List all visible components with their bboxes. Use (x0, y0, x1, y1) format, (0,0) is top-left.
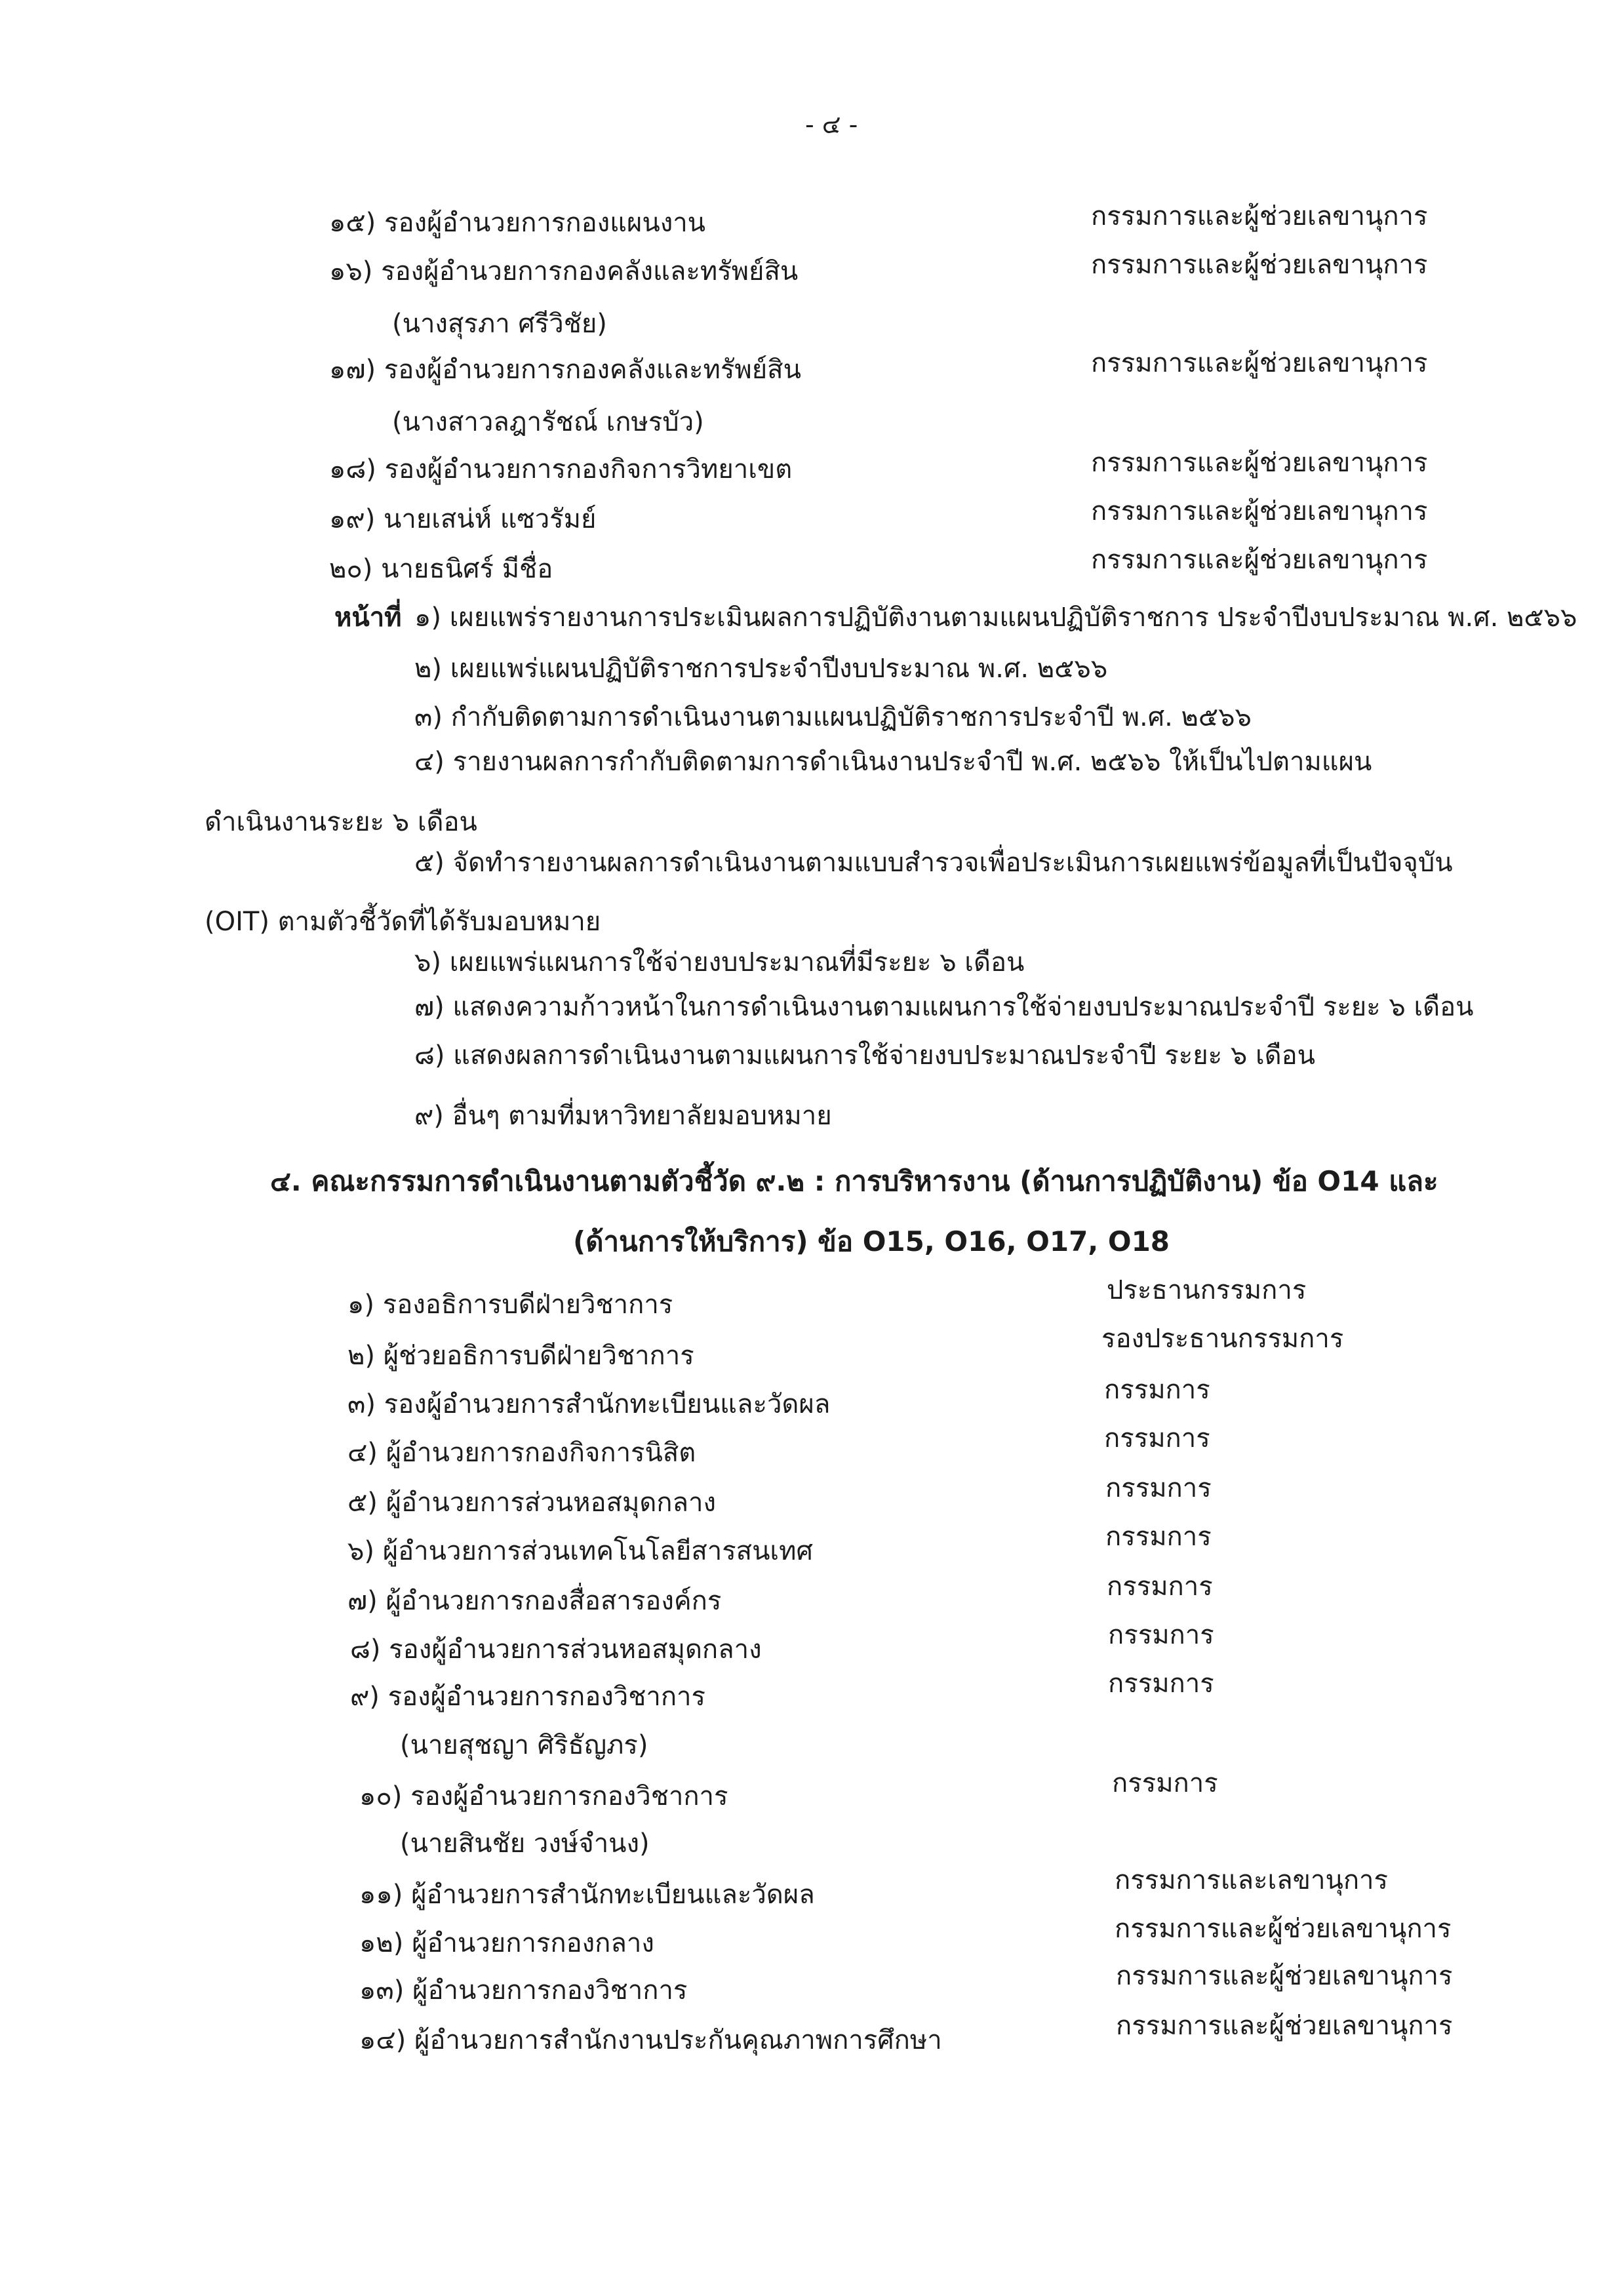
member-name: ๑๘) รองผู้อำนวยการกองกิจการวิทยาเขต (329, 454, 793, 485)
member-name: ๑๑) ผู้อำนวยการสำนักทะเบียนและวัดผล (359, 1880, 815, 1910)
member-role: กรรมการ (1108, 1669, 1214, 1699)
member-role: กรรมการและผู้ช่วยเลขานุการ (1091, 201, 1428, 231)
member-role: กรรมการ (1105, 1473, 1212, 1503)
member-name: ๘) รองผู้อำนวยการส่วนหอสมุดกลาง (350, 1634, 762, 1665)
member-role: กรรมการ (1105, 1522, 1212, 1552)
duty-item: ๘) แสดงผลการดำเนินงานตามแผนการใช้จ่ายงบประมาณประจำปี ระยะ ๖ เดือน (414, 1040, 1315, 1071)
member-name: ๗) ผู้อำนวยการกองสื่อสารองค์กร (347, 1586, 722, 1616)
member-role: กรรมการ (1104, 1375, 1210, 1405)
page-number: - ๔ - (805, 110, 858, 139)
member-role: กรรมการและผู้ช่วยเลขานุการ (1091, 545, 1428, 575)
member-role: กรรมการและผู้ช่วยเลขานุการ (1091, 250, 1428, 280)
member-name: ๑๓) ผู้อำนวยการกองวิชาการ (359, 1975, 688, 2006)
duty-item: ๖) เผยแพร่แผนการใช้จ่ายงบประมาณที่มีระยะ ๖ เดือน (414, 947, 1025, 978)
member-subname: (นายสุชญา ศิริธัญภร) (400, 1730, 648, 1760)
member-name: ๑๖) รองผู้อำนวยการกองคลังและทรัพย์สิน (329, 256, 799, 287)
duty-item: ๓) กำกับติดตามการดำเนินงานตามแผนปฏิบัติราชการประจำปี พ.ศ. ๒๕๖๖ (414, 702, 1252, 732)
duty-item: ๗) แสดงความก้าวหน้าในการดำเนินงานตามแผนการใช้จ่ายงบประมาณประจำปี ระยะ ๖ เดือน (414, 992, 1474, 1022)
section-heading-continuation: (ด้านการให้บริการ) ข้อ O15, O16, O17, O18 (573, 1225, 1170, 1257)
duties-label: หน้าที่ (334, 603, 402, 633)
duty-item: ๔) รายงานผลการกำกับติดตามการดำเนินงานประจำปี พ.ศ. ๒๕๖๖ ให้เป็นไปตามแผน (414, 747, 1372, 777)
duty-item: ๕) จัดทำรายงานผลการดำเนินงานตามแบบสำรวจเพื่อประเมินการเผยแพร่ข้อมูลที่เป็นปัจจุบัน (414, 848, 1453, 878)
member-role: กรรมการและผู้ช่วยเลขานุการ (1091, 448, 1428, 478)
member-role: กรรมการและผู้ช่วยเลขานุการ (1091, 496, 1428, 526)
member-role: กรรมการ (1112, 1768, 1218, 1798)
member-role: กรรมการและเลขานุการ (1115, 1865, 1388, 1895)
duty-continuation: (OIT) ตามตัวชี้วัดที่ได้รับมอบหมาย (205, 907, 601, 937)
member-role: รองประธานกรรมการ (1101, 1324, 1344, 1354)
member-name: ๑๗) รองผู้อำนวยการกองคลังและทรัพย์สิน (329, 355, 801, 385)
member-subname: (นางสาวลฎารัชณ์ เกษรบัว) (392, 407, 704, 437)
member-role: กรรมการและผู้ช่วยเลขานุการ (1116, 2011, 1453, 2041)
member-name: ๑๒) ผู้อำนวยการกองกลาง (359, 1928, 654, 1958)
member-name: ๙) รองผู้อำนวยการกองวิชาการ (350, 1682, 705, 1712)
member-name: ๑๐) รองผู้อำนวยการกองวิชาการ (359, 1781, 728, 1811)
duty-continuation: ดำเนินงานระยะ ๖ เดือน (205, 807, 477, 837)
member-role: กรรมการ (1104, 1423, 1210, 1454)
member-name: ๑) รองอธิการบดีฝ่ายวิชาการ (347, 1290, 673, 1320)
member-name: ๒) ผู้ช่วยอธิการบดีฝ่ายวิชาการ (347, 1341, 694, 1371)
member-role: กรรมการและผู้ช่วยเลขานุการ (1091, 348, 1428, 378)
member-role: กรรมการ (1107, 1572, 1213, 1602)
member-name: ๒๐) นายธนิศร์ มีชื่อ (329, 554, 553, 584)
member-role: กรรมการและผู้ช่วยเลขานุการ (1116, 1961, 1453, 1991)
member-name: ๔) ผู้อำนวยการกองกิจการนิสิต (347, 1438, 696, 1468)
member-role: กรรมการ (1108, 1620, 1214, 1650)
member-name: ๑๙) นายเสน่ห์ แซวรัมย์ (329, 504, 597, 534)
duty-item: ๑) เผยแพร่รายงานการประเมินผลการปฏิบัติงานตามแผนปฏิบัติราชการ ประจำปีงบประมาณ พ.ศ. ๒๕๖๖ (414, 603, 1577, 633)
member-name: ๓) รองผู้อำนวยการสำนักทะเบียนและวัดผล (347, 1389, 831, 1419)
section-heading: ๔. คณะกรรมการดำเนินงานตามตัวชี้วัด ๙.๒ : การบริหารงาน (ด้านการปฏิบัติงาน) ข้อ O14 และ (270, 1165, 1438, 1197)
member-role: กรรมการและผู้ช่วยเลขานุการ (1115, 1914, 1452, 1944)
member-name: ๖) ผู้อำนวยการส่วนเทคโนโลยีสารสนเทศ (347, 1536, 813, 1566)
member-name: ๑๕) รองผู้อำนวยการกองแผนงาน (329, 208, 706, 238)
member-name: ๕) ผู้อำนวยการส่วนหอสมุดกลาง (347, 1488, 717, 1518)
duty-item: ๒) เผยแพร่แผนปฏิบัติราชการประจำปีงบประมาณ พ.ศ. ๒๕๖๖ (414, 654, 1108, 684)
member-subname: (นายสินชัย วงษ์จำนง) (400, 1829, 650, 1859)
member-role: ประธานกรรมการ (1107, 1275, 1307, 1305)
member-subname: (นางสุรภา ศรีวิชัย) (392, 309, 607, 339)
duty-item: ๙) อื่นๆ ตามที่มหาวิทยาลัยมอบหมาย (414, 1101, 832, 1131)
member-name: ๑๔) ผู้อำนวยการสำนักงานประกันคุณภาพการศึกษา (359, 2025, 942, 2055)
